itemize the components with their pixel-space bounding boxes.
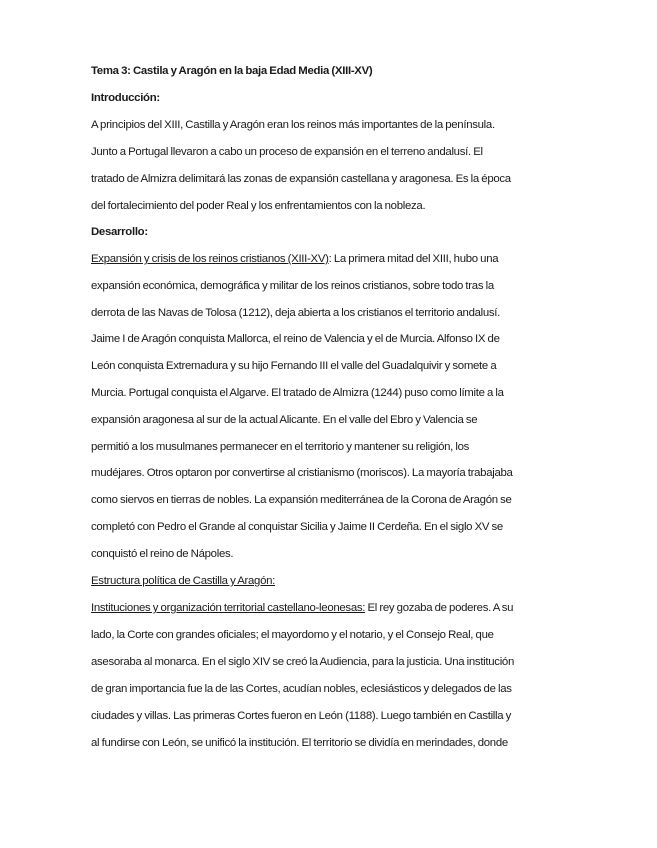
document-title: Tema 3: Castila y Aragón en la baja Edad Media (XIII-XV) [91,65,373,77]
subsection-line: lado, la Corte con grandes oficiales; el mayordomo y el notario, y el Consejo Real, que [91,629,494,641]
section1-line: Jaime I de Aragón conquista Mallorca, el reino de Valencia y el de Murcia. Alfonso IX de [91,333,500,345]
section1-line: expansión económica, demográfica y militar de los reinos cristianos, sobre todo tras la [91,280,494,292]
section1-first-line [91,252,498,266]
section1-heading: Expansión y crisis de los reinos cristianos (XIII-XV) [91,253,329,265]
section1-first-rest: : La primera mitad del XIII, hubo una [328,253,499,265]
section1-line: Murcia. Portugal conquista el Algarve. El tratado de Almizra (1244) puso como límite a la [91,387,504,399]
subsection-first-rest: El rey gozaba de poderes. A su [365,602,514,614]
section1-line: León conquista Extremadura y su hijo Fernando III el valle del Guadalquivir y somete a [91,360,497,372]
intro-heading: Introducción: [91,92,160,104]
subsection-line: de gran importancia fue la de las Cortes, acudían nobles, eclesiásticos y delegados de las [91,683,512,695]
intro-line: tratado de Almizra delimitará las zonas de expansión castellana y aragonesa. Es la época [91,173,511,185]
subsection-line: al fundirse con León, se unificó la institución. El territorio se dividía en merindades, donde [91,737,508,749]
section1-line: conquistó el reino de Nápoles. [91,548,234,560]
subsection-line: ciudades y villas. Las primeras Cortes fueron en León (1188). Luego también en Castilla y [91,710,512,722]
section1-line: expansión aragonesa al sur de la actual Alicante. En el valle del Ebro y Valencia se [91,414,478,426]
intro-line: A principios del XIII, Castilla y Aragón eran los reinos más importantes de la península. [91,119,495,131]
development-heading: Desarrollo: [91,226,148,238]
section1-line: como siervos en tierras de nobles. La expansión mediterránea de la Corona de Aragón se [91,494,512,506]
section2-heading: Estructura política de Castilla y Aragón: [91,575,276,587]
intro-line: Junto a Portugal llevaron a cabo un proceso de expansión en el terreno andalusí. El [91,146,483,158]
section1-line: derrota de las Navas de Tolosa (1212), deja abierta a los cristianos el territorio andalusí. [91,307,501,319]
section1-line: mudéjares. Otros optaron por convertirse al cristianismo (moriscos). La mayoría trabajaba [91,467,513,479]
intro-line: del fortalecimiento del poder Real y los enfrentamientos con la nobleza. [91,200,426,212]
section1-line: permitió a los musulmanes permanecer en el territorio y mantener su religión, los [91,441,470,453]
subsection-first-line [91,601,513,615]
subsection-line: asesoraba al monarca. En el siglo XIV se creó la Audiencia, para la justicia. Una institución [91,656,515,668]
section1-line: completó con Pedro el Grande al conquistar Sicilia y Jaime II Cerdeña. En el siglo XV se [91,521,503,533]
subsection-heading: Instituciones y organización territorial castellano-leonesas: [91,602,366,614]
